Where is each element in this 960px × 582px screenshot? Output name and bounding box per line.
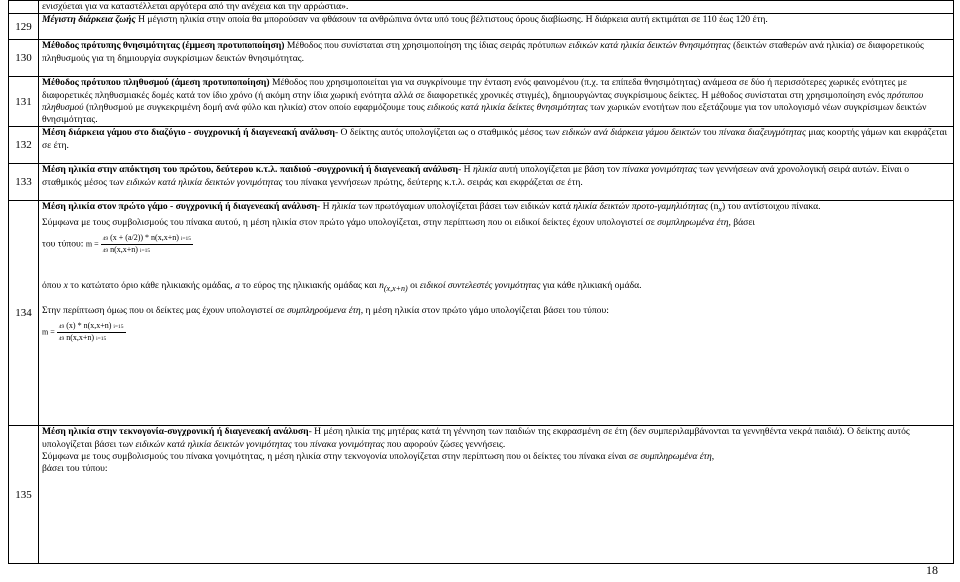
term: Μέση ηλικία στην απόκτηση του πρώτου, δεύτερου κ.τ.λ. παιδιού -συγχρονική ή διαγενεακή ανάλυση xyxy=(42,164,459,176)
row-text: Μέση ηλικία στον πρώτο γάμο - συγχρονική ή διαγενεακή ανάλυση- Η ηλικία των πρωτόγαμων υπολογίζεται βάσει των ειδικών κατά ηλικία δεικτών προτο-γαμηλιότητας $(n_x)$ του αντίστοιχου πίνακα. Σύμφωνα με τους συμβολισμούς του πίνακα αυτού, η μέση ηλικία στον πρώτο γάμο υπολογίζεται, στην περίπτωση που οι ειδικοί δείκτες έχουν υπολογιστεί σε συμπληρωμένα έτη, βάσει του τύπου: m = $\frac{49 (x + (a/2)) * n(x,x+n) i=15}{49 n(x,x+n) i=15}$ όπου x το κατώτατο όριο κάθε ηλικιακής ομάδας, a το εύρος της ηλικιακής ομάδας και $n_{(x,x+n)}$ οι ειδικοί συντελεστές γονιμότητας για κάθε ηλικιακή ομάδα. Στην περίπτωση όμως που οι δείκτες μας έχουν υπολογιστεί σε συμπληρούμενα έτη, η μέση ηλικία στον πρώτο γάμο υπολογίζεται βάσει του τύπου: m = $\frac{49 (x) * n(x,x+n) i=15}{49 n(x,x+n) i=15}$ xyxy=(39,201,954,426)
table-row xyxy=(9,164,954,201)
glossary-table xyxy=(8,0,954,564)
row-text: ενισχύεται για να καταστέλλεται αργότερα από την ανέχεια και την αρρώστια». xyxy=(39,1,954,14)
row-text: Μέση ηλικία στην απόκτηση του πρώτου, δεύτερου κ.τ.λ. παιδιού -συγχρονική ή διαγενεακή ανάλυση- Η ηλικία αυτή υπολογίζεται με βάση τον πίνακα γονιμότητας των γεννήσεων ανά χρονολογική σειρά αυτών. Είναι ο σταθμικός μέσος των ειδικών κατά ηλικία δεικτών γονιμότητας του πίνακα γεννήσεων πρώτης, δεύτερης κ.τ.λ. σειράς και εκφράζεται σε έτη. xyxy=(39,164,954,201)
table-row xyxy=(9,426,954,564)
term: Μέθοδος πρότυπης θνησιμότητας (έμμεση προτυποποίηση) xyxy=(42,40,285,52)
row-text: Μέση ηλικία στην τεκνογονία-συγχρονική ή διαγενεακή ανάλυση- Η μέση ηλικία της μητέρας κατά τη γέννηση των παιδιών της εκφρασμένη σε έτη (δεν συμπεριλαμβάνονται τα γεννηθέντα νεκρά παιδιά). Ο δείκτης αυτός υπολογίζεται βάσει των ειδικών κατά ηλικία δεικτών γονιμότητας του πίνακα γονιμότητας που αφορούν ζώσες γεννήσεις. Σύμφωνα με τους συμβολισμούς του πίνακα γονιμότητας, η μέση ηλικία στην τεκνογονία υπολογίζεται στην περίπτωση που οι δείκτες του πίνακα είναι σε συμπληρωμένα έτη, βάσει του τύπου: xyxy=(39,426,954,564)
term: Μέση διάρκεια γάμου στο διαζύγιο - συγχρονική ή διαγενεακή ανάλυση xyxy=(42,127,335,139)
table-row xyxy=(9,1,954,14)
term: Μέθοδος πρότυπου πληθυσμού (άμεση προτυποποίηση) xyxy=(42,77,270,89)
row-number: 134 xyxy=(9,201,39,426)
term: Μέση ηλικία στον πρώτο γάμο - συγχρονική ή διαγενεακή ανάλυση xyxy=(42,201,317,213)
row-number: 133 xyxy=(9,164,39,201)
row-text: Μέθοδος πρότυπης θνησιμότητας (έμμεση προτυποποίηση) Μέθοδος που συνίσταται στη χρησιμοποίηση της ίδιας σειράς πρότυπων ειδικών κατά ηλικία δεικτών θνησιμότητας (δεικτών σταθερών ανά ηλικία) σε διαφορετικούς πληθυσμούς για τη δημιουργία συγκρίσιμων δεικτών θνησιμότητας. xyxy=(39,40,954,77)
row-number xyxy=(9,1,39,14)
formula-completing-years: m = $\frac{49 (x) * n(x,x+n) i=15}{49 n(x,x+n) i=15}$ xyxy=(42,321,124,343)
row-number: 130 xyxy=(9,40,39,77)
row-text: Μέθοδος πρότυπου πληθυσμού (άμεση προτυποποίηση) Μέθοδος που χρησιμοποιείται για να συγκρίνουμε την ένταση ενός φαινομένου (π.χ. τα επίπεδα θνησιμότητας) ανάμεσα σε δύο ή περισσότερες χωρικές ενότητες με διαφορετικές πληθυσμιακές δομές κατά τον ίδιο χρόνο (ή ακόμη στην ίδια χωρική ενότητα αλλά σε διαφορετικές χρονικές στιγμές), δημιουργώντας συγκρίσιμους δείκτες. Η μέθοδος συνίσταται στη χρησιμοποίηση ενός πρότυπου πληθυσμού (πληθυσμού με συγκεκριμένη δομή ανά φύλο και ηλικία) στον οποίο εφαρμόζουμε τους ειδικούς κατά ηλικία δείκτες θνησιμότητας των χωρικών ενοτήτων που εξετάζουμε για τον υπολογισμό νέων συγκρίσιμων δεικτών θνησιμότητας. xyxy=(39,77,954,127)
row-number: 129 xyxy=(9,14,39,40)
term: Μέση ηλικία στην τεκνογονία-συγχρονική ή διαγενεακή ανάλυση xyxy=(42,426,309,438)
page-number: 18 xyxy=(926,563,938,577)
table-row xyxy=(9,40,954,77)
table-row xyxy=(9,201,954,426)
table-row xyxy=(9,14,954,40)
row-text: Μέση διάρκεια γάμου στο διαζύγιο - συγχρονική ή διαγενεακή ανάλυση- Ο δείκτης αυτός υπολογίζεται ως ο σταθμικός μέσος των ειδικών ανά διάρκεια γάμου δεικτών του πίνακα διαζευγμότητας μιας κοορτής γάμων και εκφράζεται σε έτη. xyxy=(39,127,954,164)
row-number: 131 xyxy=(9,77,39,127)
row-number: 132 xyxy=(9,127,39,164)
table-row xyxy=(9,127,954,164)
table-row xyxy=(9,77,954,127)
formula-completed-years: m = $\frac{49 (x + (a/2)) * n(x,x+n) i=15}{49 n(x,x+n) i=15}$ xyxy=(85,232,192,254)
row-number: 135 xyxy=(9,426,39,564)
term: Μέγιστη διάρκεια ζωής xyxy=(42,14,136,26)
row-text: Μέγιστη διάρκεια ζωής Η μέγιστη ηλικία στην οποία θα μπορούσαν να φθάσουν τα ανθρώπινα όντα υπό τους βέλτιστους όρους διαβίωσης. Η διάρκεια αυτή εκτιμάται σε 110 έως 120 έτη. xyxy=(39,14,954,40)
